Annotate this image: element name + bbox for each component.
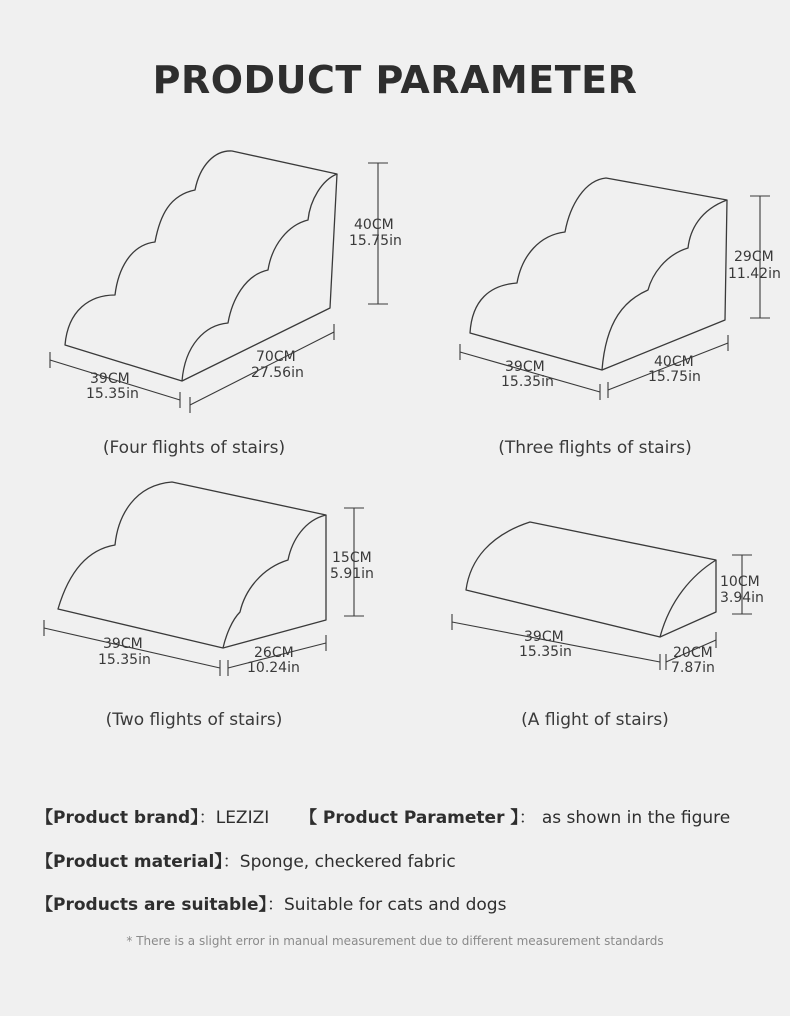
two-step-width-cm: 39CM [103,636,143,652]
four-step-width-in: 15.35in [86,386,139,402]
spec-row-material [36,847,456,872]
one-step-front-profile [466,522,716,637]
three-step-stair-diagram [460,178,781,400]
two-step-height-in: 5.91in [330,566,374,582]
two-step-depth-cm: 26CM [254,645,294,661]
one-step-width-in: 15.35in [519,644,572,660]
caption-two-steps: (Two flights of stairs) [105,710,283,730]
four-step-height-in: 15.75in [349,233,402,249]
suitable-label: 【Products are suitable】 [36,895,268,915]
three-step-depth-in: 15.75in [648,369,701,385]
two-step-stair-diagram [44,482,374,676]
two-step-back-edge [223,515,326,648]
three-step-width-cm: 39CM [505,359,545,375]
two-step-depth-in: 10.24in [247,660,300,676]
three-step-front-profile [470,178,727,370]
one-step-height-in: 3.94in [720,590,764,606]
one-step-width-cm: 39CM [524,629,564,645]
three-step-width-in: 15.35in [501,374,554,390]
measurement-note: * There is a slight error in manual measurement due to different measurement standards [126,934,664,948]
one-step-stair-diagram [452,522,764,676]
four-step-front-profile [65,151,337,381]
four-step-stair-diagram [50,151,402,413]
one-step-depth-cm: 20CM [673,645,713,661]
three-step-height-in: 11.42in [728,266,781,282]
four-step-depth-in: 27.56in [251,365,304,381]
material-separator: ： [222,852,240,872]
spec-row-suitable [36,890,506,915]
material-value: Sponge, checkered fabric [239,852,456,872]
spec-row-brand-parameter [36,803,269,828]
brand-label: 【Product brand】 [36,808,199,828]
three-step-back-edge [602,200,727,370]
suitable-separator: ： [267,895,285,915]
one-step-height-cm: 10CM [720,574,760,590]
three-step-height-cm: 29CM [734,249,774,265]
caption-three-steps: (Three flights of stairs) [498,438,692,458]
parameter-value: as shown in the figure [541,808,731,828]
three-step-depth-cm: 40CM [654,354,694,370]
two-step-width-in: 15.35in [98,652,151,668]
spec-row-parameter [300,803,730,828]
four-step-width-cm: 39CM [90,371,130,387]
parameter-separator: ： [518,808,536,828]
page-title: PRODUCT PARAMETER [152,58,638,102]
parameter-label: 【 Product Parameter 】 [300,808,519,828]
one-step-depth-in: 7.87in [671,660,715,676]
material-label: 【Product material】 [36,852,223,872]
caption-four-steps: (Four flights of stairs) [102,438,286,458]
brand-separator: ： [198,808,216,828]
brand-value: LEZIZI [215,808,270,828]
four-step-height-cm: 40CM [354,217,394,233]
one-step-back-edge [660,560,716,637]
four-step-depth-cm: 70CM [256,349,296,365]
two-step-front-profile [58,482,326,648]
suitable-value: Suitable for cats and dogs [284,895,507,915]
caption-one-step: (A flight of stairs) [521,710,669,730]
two-step-height-cm: 15CM [332,550,372,566]
